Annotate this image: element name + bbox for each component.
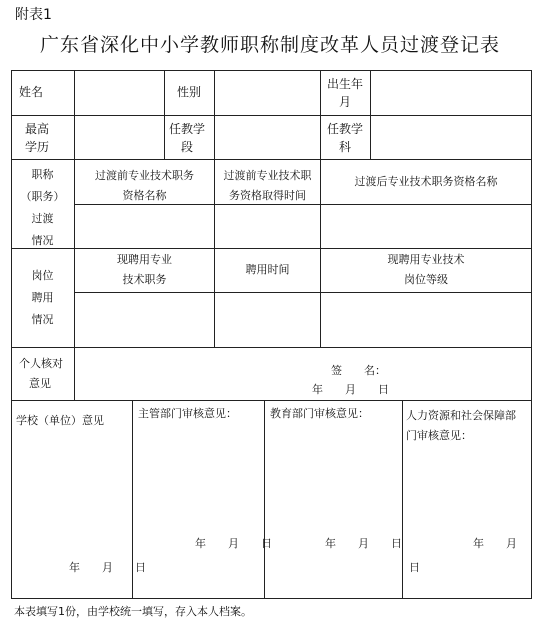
hr-opinion-date-year-month: 年 月 [473,537,517,550]
col-divider [164,70,165,159]
form-title: 广东省深化中小学教师职称制度改革人员过渡登记表 [39,34,500,56]
registration-form-table [11,70,532,599]
row-divider [11,115,532,116]
col-divider [264,400,265,598]
col-divider [402,400,403,598]
table-border-top [11,70,532,71]
label-post-employment: 岗位 聘用 情况 [31,269,54,326]
label-highest-education: 最高 学历 [25,122,50,154]
hr-opinion-date-day: 日 [409,561,420,574]
header-post-transition-title: 过渡后专业技术职务资格名称 [354,175,498,188]
signature-label: 签 名： [331,364,386,377]
col-divider [370,70,371,159]
label-name: 姓名 [19,85,44,99]
col-divider [320,70,321,347]
label-teaching-subject: 任教学 科 [326,122,363,154]
row-divider [11,400,532,401]
row-divider [11,248,532,249]
dept-opinion-date: 年 月 日 [195,537,272,550]
header-current-post-level: 现聘用专业技术 岗位等级 [387,253,465,286]
label-birth-month: 出生年 月 [326,77,363,109]
label-teaching-stage: 任教学 段 [169,122,206,154]
label-hr-opinion: 人力资源和社会保障部 门审核意见： [406,409,516,442]
attachment-label: 附表1 [15,7,52,23]
table-border-right [531,70,532,599]
label-school-opinion: 学校（单位）意见 [16,414,104,427]
header-pre-transition-title: 过渡前专业技术职务 资格名称 [95,169,194,202]
header-employment-date: 聘用时间 [245,263,290,276]
row-divider [74,292,532,293]
edu-opinion-date: 年 月 日 [325,537,402,550]
personal-date: 年 月 日 [312,383,389,396]
label-gender: 性别 [177,85,202,99]
header-pre-transition-date: 过渡前专业技术职 务资格取得时间 [223,169,312,202]
footer-note: 本表填写1份，由学校统一填写，存入本人档案。 [14,605,252,618]
row-divider [11,159,532,160]
label-personal-verification: 个人核对 意见 [19,357,63,390]
row-divider [11,347,532,348]
header-current-title: 现聘用专业 技术职务 [117,253,172,286]
col-divider [214,70,215,347]
school-opinion-date: 年 月 日 [69,561,146,574]
label-dept-opinion: 主管部门审核意见： [138,407,237,420]
label-edu-opinion: 教育部门审核意见： [270,407,369,420]
table-border-left [11,70,12,599]
label-title-transition: 职称 （职务） 过渡 情况 [20,168,65,247]
col-divider [74,70,75,400]
table-border-bottom [11,598,532,599]
